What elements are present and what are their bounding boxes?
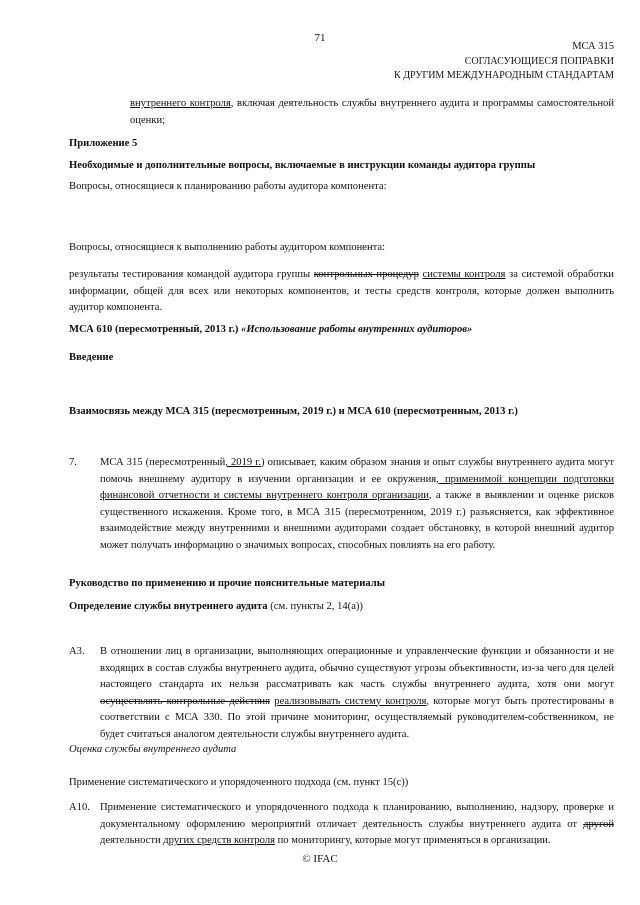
guidance-heading: Руководство по применению и прочие пояснительные материалы [69, 578, 385, 589]
paraA10-inserted: других средств контроля [163, 835, 275, 846]
isa610-title [69, 322, 629, 339]
standard-code: МСА 315 [572, 41, 614, 52]
para7-text [100, 455, 614, 554]
results-text-a: результаты тестирования командой аудитора группы [69, 269, 314, 280]
para7-inserted-year: , 2019 г. [225, 457, 262, 468]
para7-text-c: , а также в выявлении и оценке рисков существенного искажения. Кроме того, в МСА 315 (пересмотренном, 2019 г.) разъясняется, как эффективное взаимодействие между внутренними и внешними аудиторами создает обстановку, в которой внешний аудитор может получать информацию о значимых вопросах, способных повлиять на его работу. [100, 490, 614, 551]
results-inserted: системы контроля [422, 269, 506, 280]
intro-paragraph [130, 96, 614, 129]
intro-underlined: внутреннего контроля [130, 98, 231, 109]
paraA3-text-b: , которые могут быть протестированы в соответствии с МСА 330. По этой причине мониторинг, осуществляемый руководителем-собственником, не будет считаться аналогом деятельности службы внутреннего аудита. [100, 695, 615, 740]
paraA10-text [100, 800, 614, 850]
header-title-line1: СОГЛАСУЮЩИЕСЯ ПОПРАВКИ [464, 56, 614, 67]
copyright-footer: © IFAC [302, 853, 338, 865]
para7-text-a: МСА 315 (пересмотренный [100, 457, 226, 468]
planning-questions: Вопросы, относящиеся к планированию работы аудитора компонента: [69, 181, 387, 192]
para7-inserted-framework: , применимой концепции подготовки финансовой отчетности и системы внутреннего контроля организации [100, 473, 614, 501]
evaluation-heading: Оценка службы внутреннего аудита [69, 744, 237, 755]
definition-rest: (см. пункты 2, 14(а)) [267, 601, 363, 612]
header-title-line2: К ДРУГИМ МЕЖДУНАРОДНЫМ СТАНДАРТАМ [394, 70, 614, 81]
introduction-heading: Введение [69, 352, 114, 363]
results-struck: контрольных процедур [313, 269, 419, 280]
para7-text-b: ) описывает, каким образом знания и опыт службы внутреннего аудита могут помочь внешнему аудитору в изучении организации и ее окружения [100, 457, 614, 485]
intro-rest: , включая деятельность службы внутреннего аудита и программы самостоятельной оценки; [130, 98, 614, 126]
relation-heading: Взаимосвязь между МСА 315 (пересмотренным, 2019 г.) и МСА 610 (пересмотренным, 2013 г.) [69, 406, 518, 417]
paraA10-text-a: Применение систематического и упорядоченного подхода к планированию, выполнению, надзору, проверке и документальному оформлению мероприятий отличает деятельность службы внутреннего аудита от [100, 802, 614, 830]
paraA3-number: A3. [69, 646, 85, 657]
results-text-b: за системой обработки информации, общей для всех или некоторых компонентов, и тесты средств контроля, которые должен выполнить аудитор компонента. [69, 269, 614, 313]
appendix-heading: Приложение 5 [69, 138, 138, 149]
page-number: 71 [314, 32, 326, 44]
isa610-title-italic: «Использование работы внутренних аудиторов» [241, 324, 473, 335]
paraA3-text-a: В отношении лиц в организации, выполняющих операционные и управленческие функции и обязанности и не входящих в состав службы внутреннего аудита, обычно существуют угрозы объективности, из-за чего для целей настоящего стандарта их нельзя рассматривать как часть службы внутреннего аудита, хотя они могут [100, 646, 614, 690]
paraA3-inserted: реализовывать систему контроля [274, 695, 427, 707]
performance-questions: Вопросы, относящиеся к выполнению работы аудитором компонента: [69, 242, 386, 253]
results-paragraph [69, 267, 614, 317]
appendix-subheading: Необходимые и дополнительные вопросы, включаемые в инструкции команды аудитора группы [69, 160, 536, 171]
definition-bold: Определение службы внутреннего аудита [69, 601, 268, 612]
paraA3-text [100, 644, 614, 743]
paraA10-text-b: деятельности [100, 835, 164, 846]
paraA3-struck: осуществлять контрольные действия [100, 695, 270, 707]
paraA10-number: A10. [69, 802, 90, 813]
paraA10-struck: другой [583, 818, 614, 830]
para7-number: 7. [69, 457, 77, 468]
paraA10-text-c: по мониторингу, которые могут применяться в организации. [274, 835, 551, 846]
systematic-heading: Применение систематического и упорядоченного подхода (см. пункт 15(с)) [69, 777, 409, 788]
definition-heading [69, 599, 363, 616]
isa610-title-bold: МСА 610 (пересмотренный, 2013 г.) [69, 324, 242, 335]
